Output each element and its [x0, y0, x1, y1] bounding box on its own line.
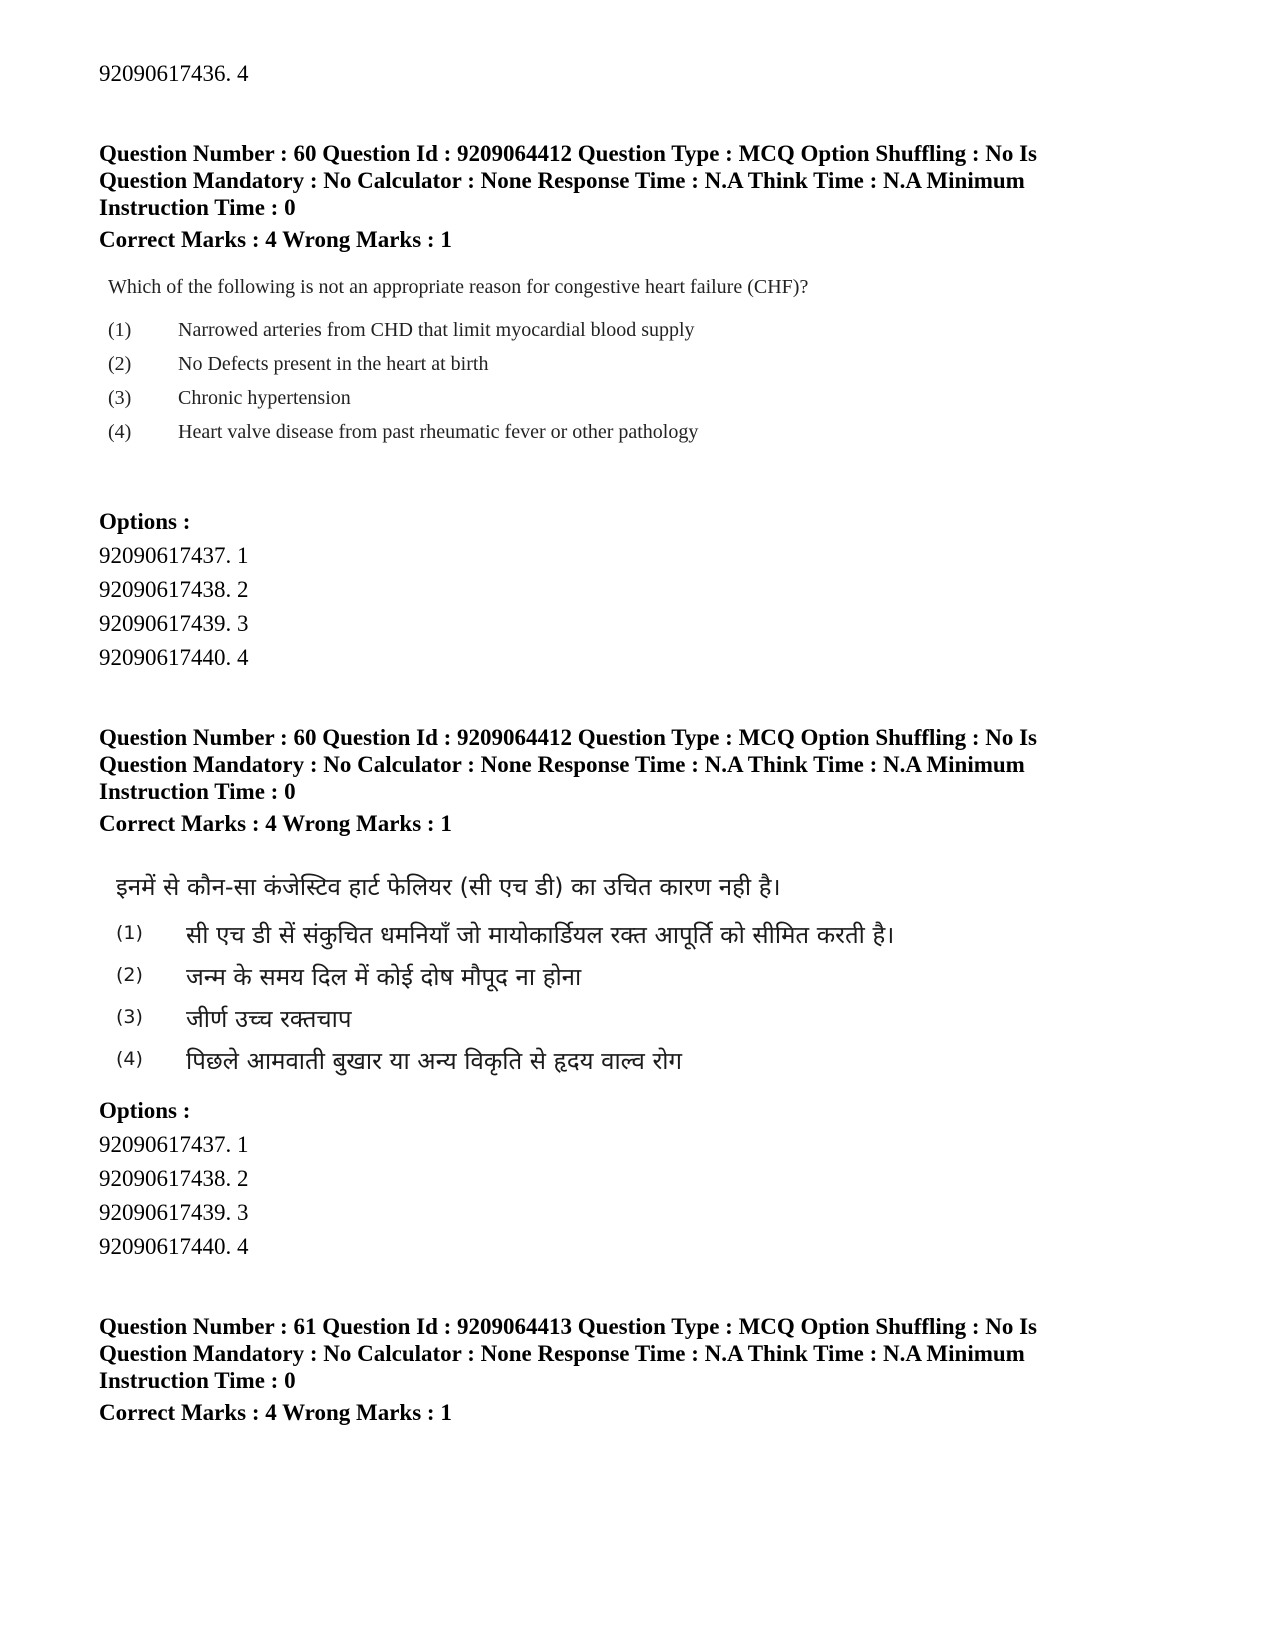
choice-3: [108, 387, 908, 413]
choice-2: [116, 960, 1016, 992]
choice-number: (3): [108, 387, 132, 409]
previous-option: 92090617436. 4: [99, 61, 249, 86]
question-header-line2: Question Mandatory : No Calculator : None Response Time : N.A Think Time : N.A Minimum: [99, 168, 1025, 193]
options-label: Options :: [99, 509, 191, 534]
option-entry: 92090617438. 2: [99, 577, 249, 602]
choice-text: पिछले आमवाती बुखार या अन्य विकृति से हृदय वाल्व रोग: [186, 1047, 683, 1075]
question-header-line1: Question Number : 60 Question Id : 9209064412 Question Type : MCQ Option Shuffling : No Is: [99, 725, 1038, 750]
question-header-line1: Question Number : 60 Question Id : 9209064412 Question Type : MCQ Option Shuffling : No Is: [99, 141, 1038, 166]
question-header-line3: Instruction Time : 0: [99, 1368, 296, 1393]
question-marks: Correct Marks : 4 Wrong Marks : 1: [99, 227, 452, 252]
choice-4: [108, 421, 908, 447]
choice-2: [108, 353, 908, 379]
choice-text: Chronic hypertension: [178, 387, 351, 409]
question-header-line3: Instruction Time : 0: [99, 195, 296, 220]
choice-number: (3): [116, 1006, 143, 1028]
choice-number: (1): [108, 319, 132, 341]
question-header-line2: Question Mandatory : No Calculator : None Response Time : N.A Think Time : N.A Minimum: [99, 752, 1025, 777]
choice-text: जन्म के समय दिल में कोई दोष मौपूद ना होना: [186, 963, 582, 991]
option-entry: 92090617438. 2: [99, 1166, 249, 1191]
question-header-line3: Instruction Time : 0: [99, 779, 296, 804]
option-entry: 92090617437. 1: [99, 543, 249, 568]
choice-text: सी एच डी सें संकुचित धमनियाँ जो मायोकार्डियल रक्त आपूर्ति को सीमित करती है।: [186, 921, 895, 949]
question-text-english: Which of the following is not an appropriate reason for congestive heart failure (CHF)?: [108, 276, 809, 298]
question-header-line1: Question Number : 61 Question Id : 9209064413 Question Type : MCQ Option Shuffling : No Is: [99, 1314, 1038, 1339]
choice-text: No Defects present in the heart at birth: [178, 353, 489, 375]
choice-1: [108, 319, 908, 345]
options-label: Options :: [99, 1098, 191, 1123]
question-marks: Correct Marks : 4 Wrong Marks : 1: [99, 811, 452, 836]
option-entry: 92090617437. 1: [99, 1132, 249, 1157]
choice-text: Heart valve disease from past rheumatic fever or other pathology: [178, 421, 699, 443]
choice-3: [116, 1002, 1016, 1034]
option-entry: 92090617440. 4: [99, 645, 249, 670]
choice-4: [116, 1044, 1016, 1076]
option-entry: 92090617439. 3: [99, 611, 249, 636]
choice-number: (4): [108, 421, 132, 443]
choice-number: (2): [108, 353, 132, 375]
question-marks: Correct Marks : 4 Wrong Marks : 1: [99, 1400, 452, 1425]
choice-text: जीर्ण उच्च रक्तचाप: [186, 1005, 352, 1033]
choice-number: (2): [116, 964, 143, 986]
choice-text: Narrowed arteries from CHD that limit myocardial blood supply: [178, 319, 695, 341]
question-text-hindi: इनमें से कौन-सा कंजेस्टिव हार्ट फेलियर (सी एच डी) का उचित कारण नही है।: [116, 873, 781, 901]
option-entry: 92090617440. 4: [99, 1234, 249, 1259]
choice-number: (1): [116, 922, 143, 944]
choice-number: (4): [116, 1048, 143, 1070]
option-entry: 92090617439. 3: [99, 1200, 249, 1225]
question-header-line2: Question Mandatory : No Calculator : None Response Time : N.A Think Time : N.A Minimum: [99, 1341, 1025, 1366]
choice-1: [116, 918, 1016, 950]
